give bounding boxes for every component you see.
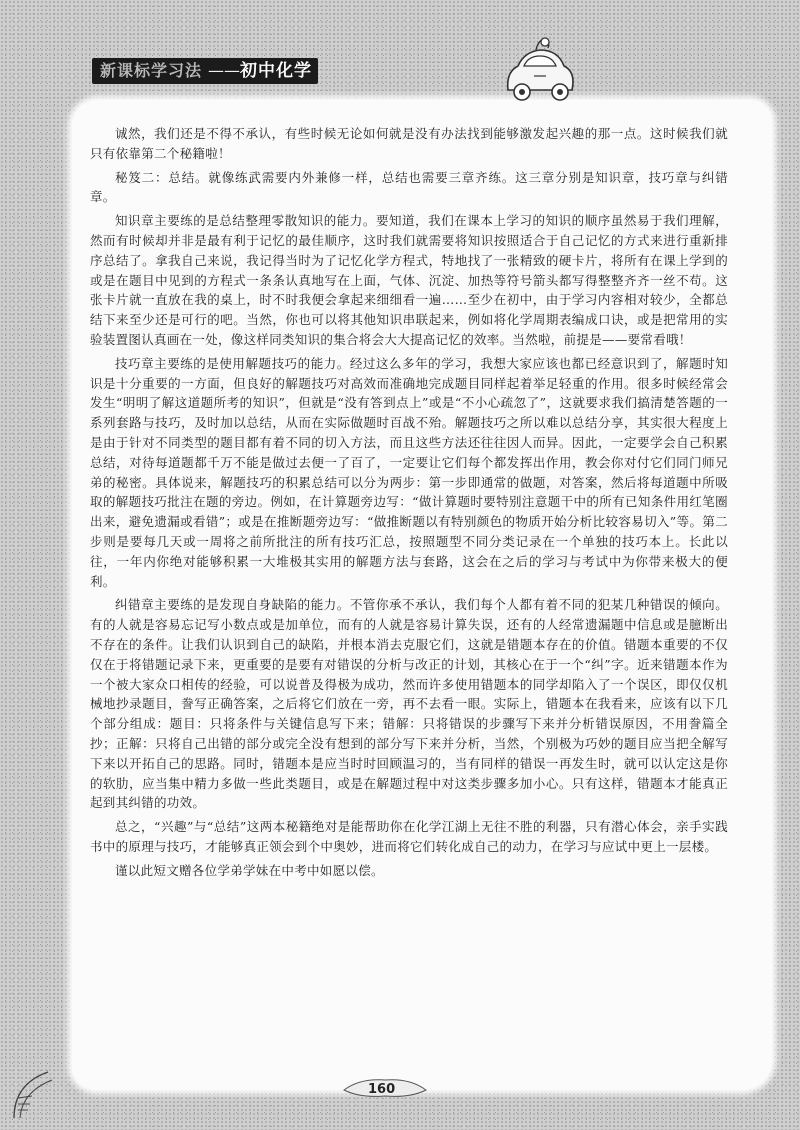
- paragraph: 纠错章主要练的是发现自身缺陷的能力。不管你承不承认，我们每个人都有着不同的犯某几种错误的倾向。有的人就是容易忘记写小数点或是加单位，而有的人就是容易计算失误，还有的人经常遗漏题中信息或是臆断出不存在的条件。让我们认识到自己的缺陷，并根本消去克服它们，这就是错题本存在的价值。错题本重要的不仅仅在于将错题记录下来，更重要的是要有对错误的分析与改正的计划，其核心在于一个“纠”字。近来错题本作为一个被大家众口相传的经验，可以说普及得极为成功，然而许多使用错题本的同学却陷入了一个误区，即仅仅机械地抄录题目，誊写正确答案，之后将它们放在一旁，再不去看一眼。实际上，错题本在我看来，应该有以下几个部分组成：题目：只将条件与关键信息写下来；错解：只将错误的步骤写下来并分析错误原因，不用誊篇全抄；正解：只将自己出错的部分或完全没有想到的部分写下来并分析，当然，个别极为巧妙的题目应当把全解写下来以开拓自己的思路。同时，错题本是应当时时回顾温习的，当有同样的错误一再发生时，就可以认定这是你的软肋，应当集中精力多做一些此类题目，或是在解题过程中对这类步骤多加小心。只有这样，错题本才能真正起到其纠错的功效。: [90, 597, 728, 811]
- header-title: 初中化学: [240, 61, 312, 81]
- corner-flourish-icon: [8, 1064, 68, 1124]
- paragraph: 知识章主要练的是总结整理零散知识的能力。要知道，我们在课本上学习的知识的顺序虽然易于我们理解，然而有时候却并非是最有利于记忆的最佳顺序，这时我们就需要将知识按照适合于自己记忆的方式来进行重新排序总结了。拿我自己来说，我记得当时为了记忆化学方程式，特地找了一张精致的硬卡片，将所有在课上学到的或是在题目中见到的方程式一条条认真地写在上面，气体、沉淀、加热等符号箭头都写得整整齐齐一丝不苟。这张卡片就一直放在我的桌上，时不时我便会拿起来细细看一遍……至少在初中，由于学习内容相对较少，全都总结下来至少还是可行的吧。当然，你也可以将其他知识串联起来，例如将化学周期表编成口诀，或是把常用的实验装置图认真画在一处，像这样同类知识的集合将会大大提高记忆的效率。当然啦，前提是——要常看哦！: [90, 213, 728, 347]
- paragraph: 秘笈二：总结。就像练武需要内外兼修一样，总结也需要三章齐练。这三章分别是知识章，技巧章与纠错章。: [90, 169, 728, 205]
- article-body: [90, 124, 728, 880]
- header-dash: ——: [208, 61, 240, 80]
- paragraph: 诚然，我们还是不得不承认，有些时候无论如何就是没有办法找到能够激发起兴趣的那一点。这时候我们就只有依靠第二个秘籍啦！: [90, 126, 728, 161]
- page-number: 160: [368, 1082, 396, 1097]
- paragraph: 技巧章主要练的是使用解题技巧的能力。经过这么多年的学习，我想大家应该也都已经意识到了，解题时知识是十分重要的一方面，但良好的解题技巧对高效而准确地完成题目同样起着举足轻重的作用。很多时候经常会发生“明明了解这道题所考的知识”，但就是“没有答到点上”或是“不小心疏忽了”，这就要求我们搞清楚答题的一系列套路与技巧，及时加以总结，从而在实际做题时百战不殆。解题技巧之所以难以总结分享，其实很大程度上是由于针对不同类型的题目都有着不同的切入方法，而且这些方法还往往因人而异。因此，一定要学会自己积累总结，对待每道题都千万不能是做过去便一了百了，一定要让它们每个都发挥出作用，教会你对付它们同门师兄弟的秘密。具体说来，解题技巧的积累总结可以分为两步：第一步即通常的做题，对答案，然后将每道题中所吸取的解题技巧批注在题的旁边。例如，在计算题旁边写：“做计算题时要特别注意题干中的所有已知条件用红笔圈出来，避免遗漏或看错”；或是在推断题旁边写：“做推断题以有特别颜色的物质开始分析比较容易切入”等。第二步则是要每几天或一周将之前所批注的所有技巧汇总，按照题型不同分类记录在一个单独的技巧本上。长此以往，一年内你绝对能够积累一大堆极其实用的解题方法与套路，这会在之后的学习与考试中为你带来极大的便利。: [90, 355, 728, 589]
- cartoon-car-icon: [500, 32, 580, 104]
- header-series-name: 新课标学习法: [100, 61, 203, 80]
- paragraph: 总之，“兴趣”与“总结”这两本秘籍绝对是能帮助你在化学江湖上无往不胜的利器，只有潜心体会，亲手实践书中的原理与技巧，才能够真正领会到个中奥妙，进而将它们转化成自己的动力，在学习与应试中更上一层楼。: [90, 819, 728, 854]
- paragraph: 谨以此短文赠各位学弟学妹在中考中如愿以偿。: [115, 862, 384, 878]
